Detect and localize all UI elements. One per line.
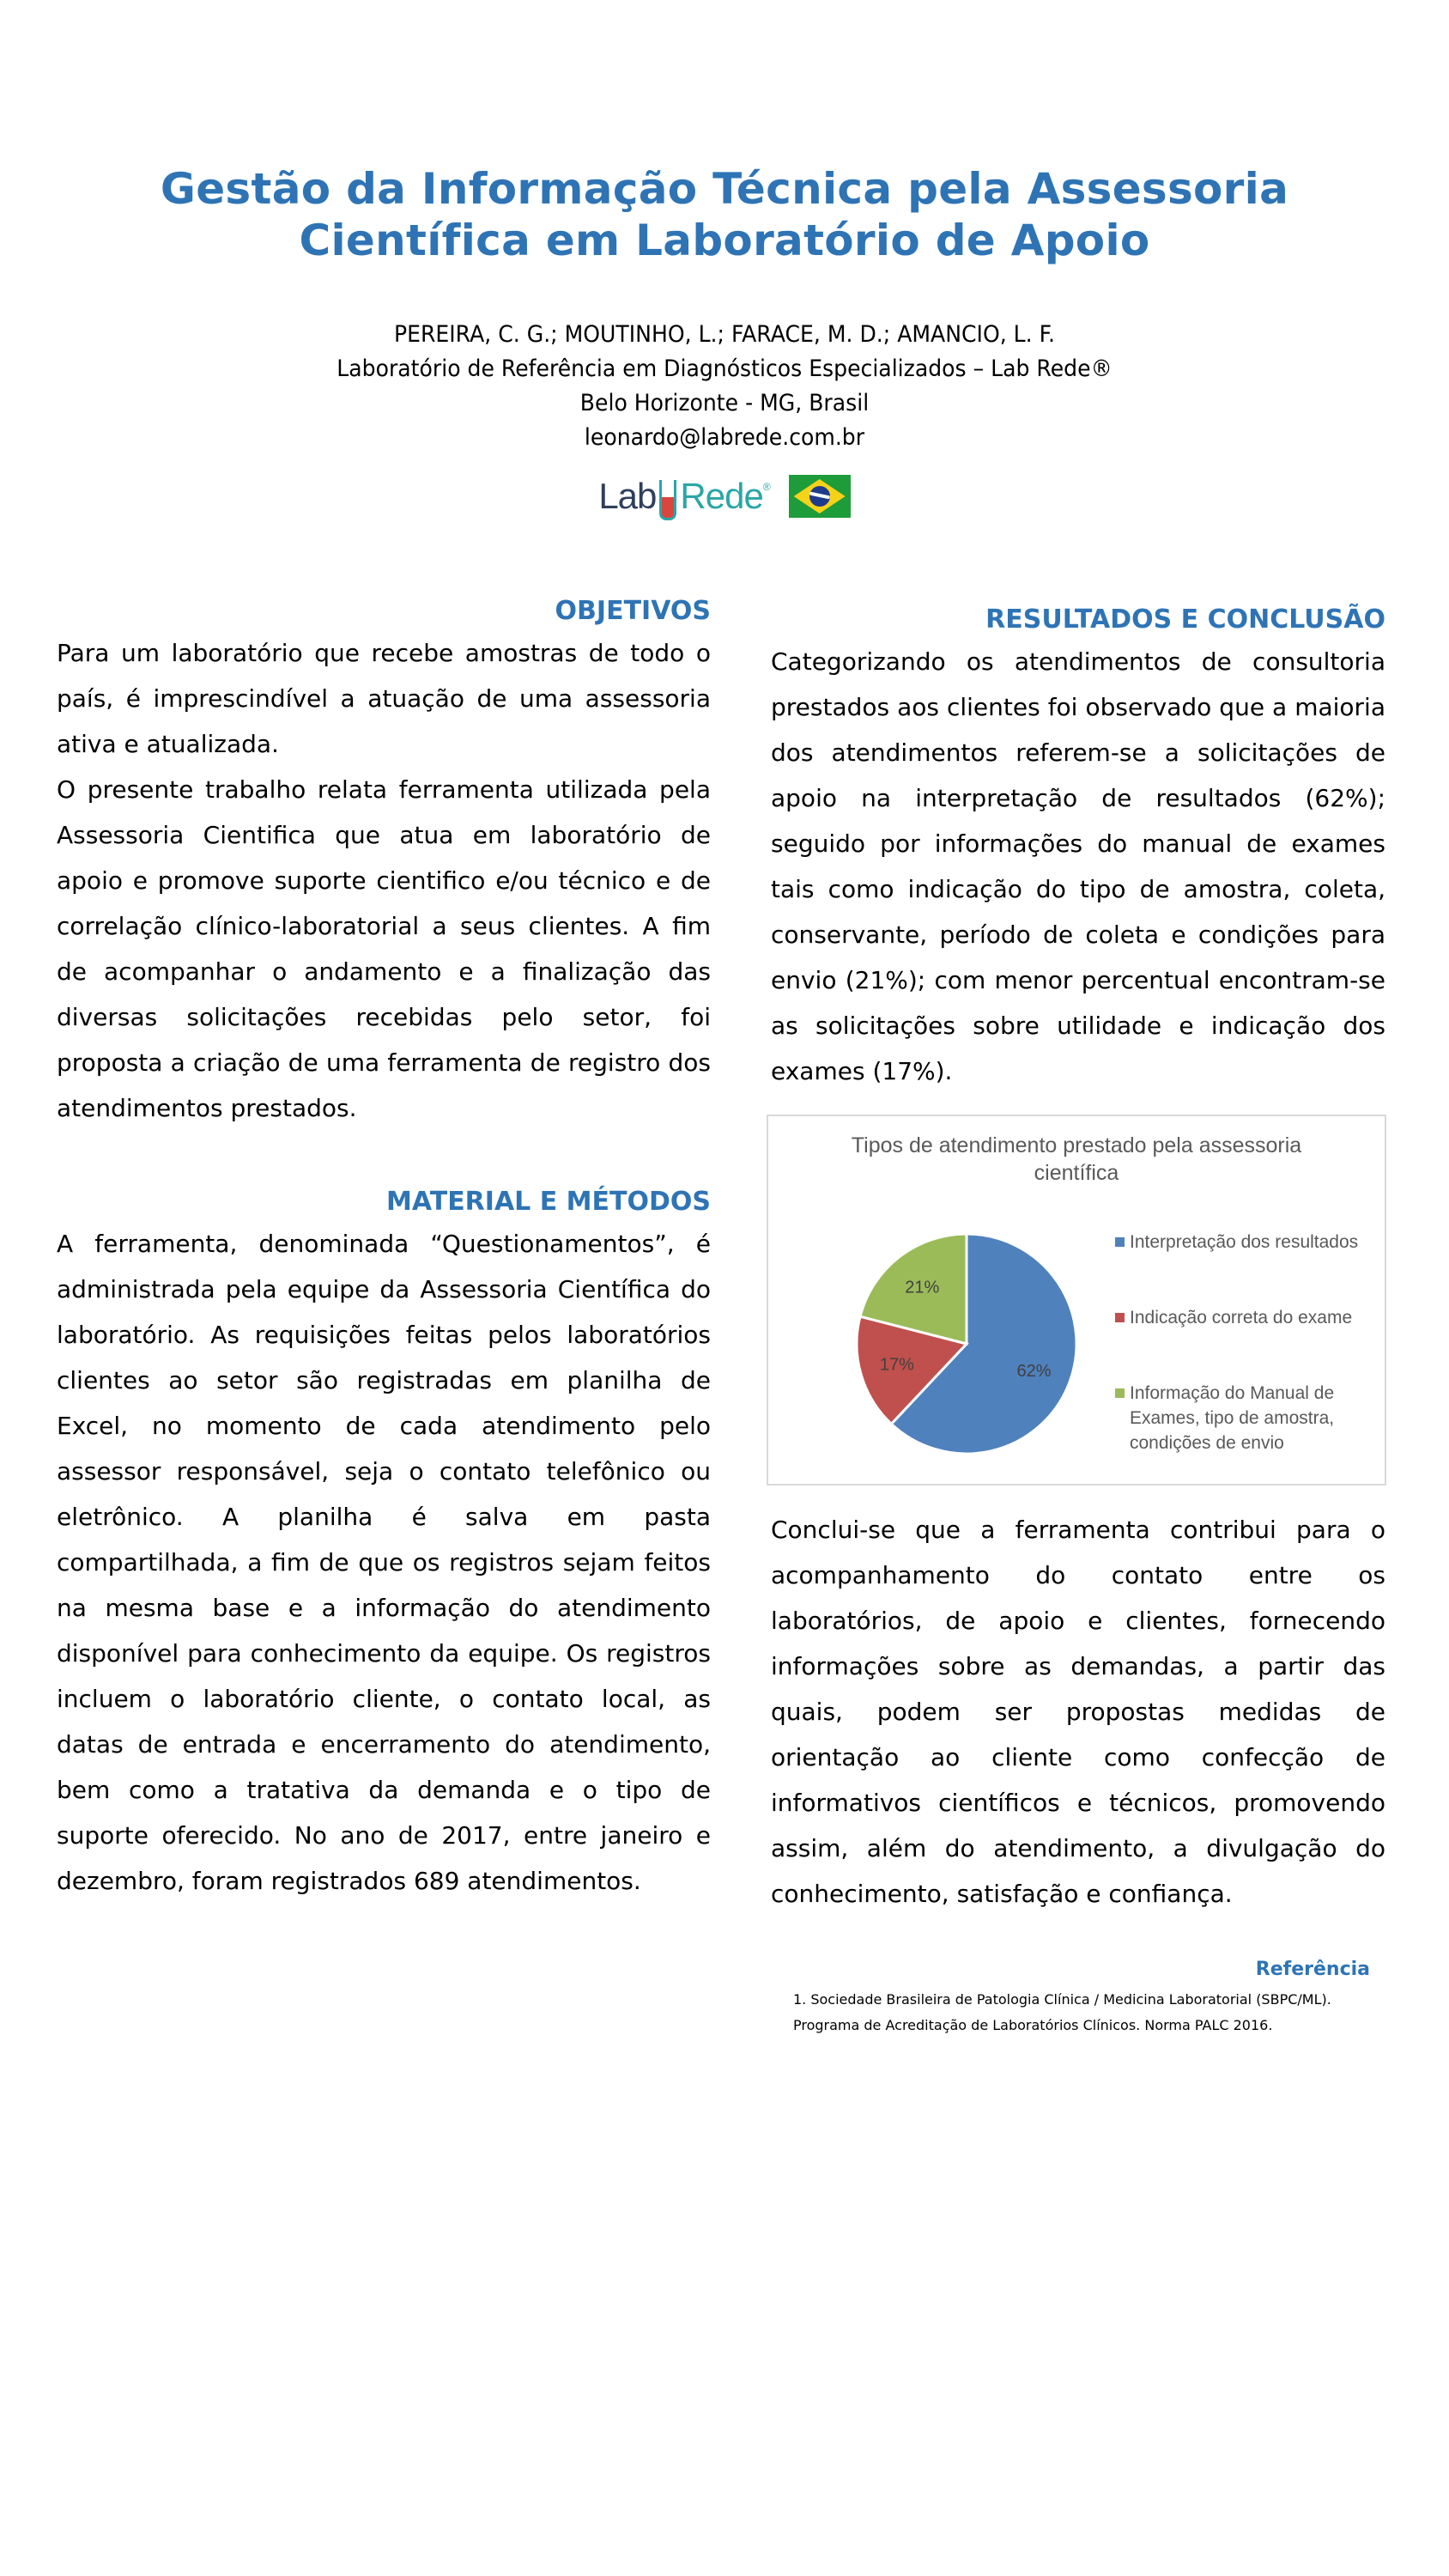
heading-objetivos: OBJETIVOS	[555, 596, 711, 626]
poster-title	[0, 163, 1449, 266]
section-conclusao	[771, 1507, 1385, 1917]
pie-chart	[767, 1115, 1386, 1485]
title-line-2: Científica em Laboratório de Apoio	[299, 216, 1150, 265]
legend-label: Interpretação dos resultados	[1130, 1232, 1359, 1252]
pie-data-label: 21%	[905, 1278, 940, 1297]
heading-referencia: Referência	[1255, 1959, 1370, 1980]
authors: PEREIRA, C. G.; MOUTINHO, L.; FARACE, M. D.; AMANCIO, L. F.	[393, 321, 1056, 348]
legend-label	[1130, 1381, 1334, 1455]
reference-line-2: Programa de Acreditação de Laboratórios Clínicos. Norma PALC 2016.	[793, 2017, 1273, 2033]
logo-row	[0, 475, 1449, 518]
labrede-logo	[598, 476, 769, 517]
legend-item-interpretacao	[1115, 1230, 1358, 1255]
author-block	[51, 318, 1398, 455]
chart-title-line-2: científica	[1034, 1161, 1119, 1185]
objetivos-paragraph-2: O presente trabalho relata ferramenta utilizada pela Assessoria Cientifica que atua em laboratório de apoio e promove suporte cientifico e/ou técnico e de correlação clínico-laboratorial a seus clientes. A fim de acompanhar o andamento e a finalização das diversas solicitações recebidas pelo setor, foi proposta a criação de uma ferramenta de registro dos atendimentos prestados.	[57, 775, 711, 1122]
legend-label: Indicação correta do exame	[1130, 1308, 1353, 1327]
reference-list	[793, 1987, 1394, 2038]
location: Belo Horizonte - MG, Brasil	[579, 390, 870, 416]
legend-swatch-red	[1115, 1313, 1125, 1322]
legend-label-line: Informação do Manual de	[1130, 1383, 1335, 1403]
objetivos-paragraph-1: Para um laboratório que recebe amostras de todo o país, é imprescindível a atuação de uma assessoria ativa e atualizada.	[57, 639, 711, 758]
pie-data-label: 17%	[879, 1355, 914, 1375]
institution: Laboratório de Referência em Diagnósticos Especializados – Lab Rede®	[336, 355, 1113, 382]
pie-graphic	[854, 1231, 1079, 1456]
resultados-paragraph-1: Categorizando os atendimentos de consultoria prestados aos clientes foi observado que a maioria dos atendimentos referem-se a solicitações de apoio na interpretação de resultados (62%); seguido por informações do manual de exames tais como indicação do tipo de amostra, coleta, conservante, período de coleta e condições para envio (21%); com menor percentual encontram-se as solicitações sobre utilidade e indicação dos exames (17%).	[771, 647, 1385, 1085]
logo-text-lab: Lab	[598, 476, 657, 516]
chart-title-line-1: Tipos de atendimento prestado pela assessoria	[851, 1133, 1302, 1157]
legend-swatch-green	[1115, 1388, 1125, 1398]
legend-label-line: Exames, tipo de amostra,	[1130, 1408, 1335, 1428]
section-resultados	[771, 603, 1385, 1094]
section-material-metodos	[57, 1185, 711, 1904]
section-objetivos	[57, 594, 711, 1131]
heading-resultados: RESULTADOS E CONCLUSÃO	[985, 605, 1385, 635]
conclusao-paragraph: Conclui-se que a ferramenta contribui para o acompanhamento do contato entre os laboratórios, de apoio e clientes, fornecendo informações sobre as demandas, a partir das quais, podem ser propostas medidas de orientação ao cliente como confecção de informativos científicos e técnicos, promovendo assim, além do atendimento, a divulgação do conhecimento, satisfação e confiança.	[771, 1516, 1385, 1908]
registered-mark: ®	[762, 481, 770, 493]
chart-title	[768, 1132, 1385, 1187]
legend-item-manual	[1115, 1381, 1334, 1455]
legend-swatch-blue	[1115, 1237, 1125, 1247]
test-tube-icon	[659, 480, 676, 520]
title-line-1: Gestão da Informação Técnica pela Assessoria	[160, 164, 1289, 214]
legend-label-line: condições de envio	[1130, 1433, 1284, 1453]
heading-material-metodos: MATERIAL E MÉTODOS	[385, 1187, 711, 1217]
reference-line-1: 1. Sociedade Brasileira de Patologia Clínica / Medicina Laboratorial (SBPC/ML).	[793, 1991, 1331, 2008]
material-paragraph-1: A ferramenta, denominada “Questionamentos”, é administrada pela equipe da Assessoria Científica do laboratório. As requisições feitas pelos laboratórios clientes ao setor são registradas em planilha de Excel, no momento de cada atendimento pelo assessor responsável, seja o contato telefônico ou eletrônico. A planilha é salva em pasta compartilhada, a fim de que os registros sejam feitos na mesma base e a informação do atendimento disponível para conhecimento da equipe. Os registros incluem o laboratório cliente, o contato local, as datas de entrada e encerramento do atendimento, bem como a tratativa da demanda e o tipo de suporte oferecido. No ano de 2017, entre janeiro e dezembro, foram registrados 689 atendimentos.	[57, 1230, 711, 1895]
legend-item-indicacao	[1115, 1305, 1352, 1330]
brazil-flag-icon	[789, 475, 851, 518]
email-link[interactable]: leonardo@labrede.com.br	[584, 424, 865, 451]
pie-data-label: 62%	[1016, 1362, 1052, 1382]
logo-text-rede: Rede	[680, 476, 763, 516]
